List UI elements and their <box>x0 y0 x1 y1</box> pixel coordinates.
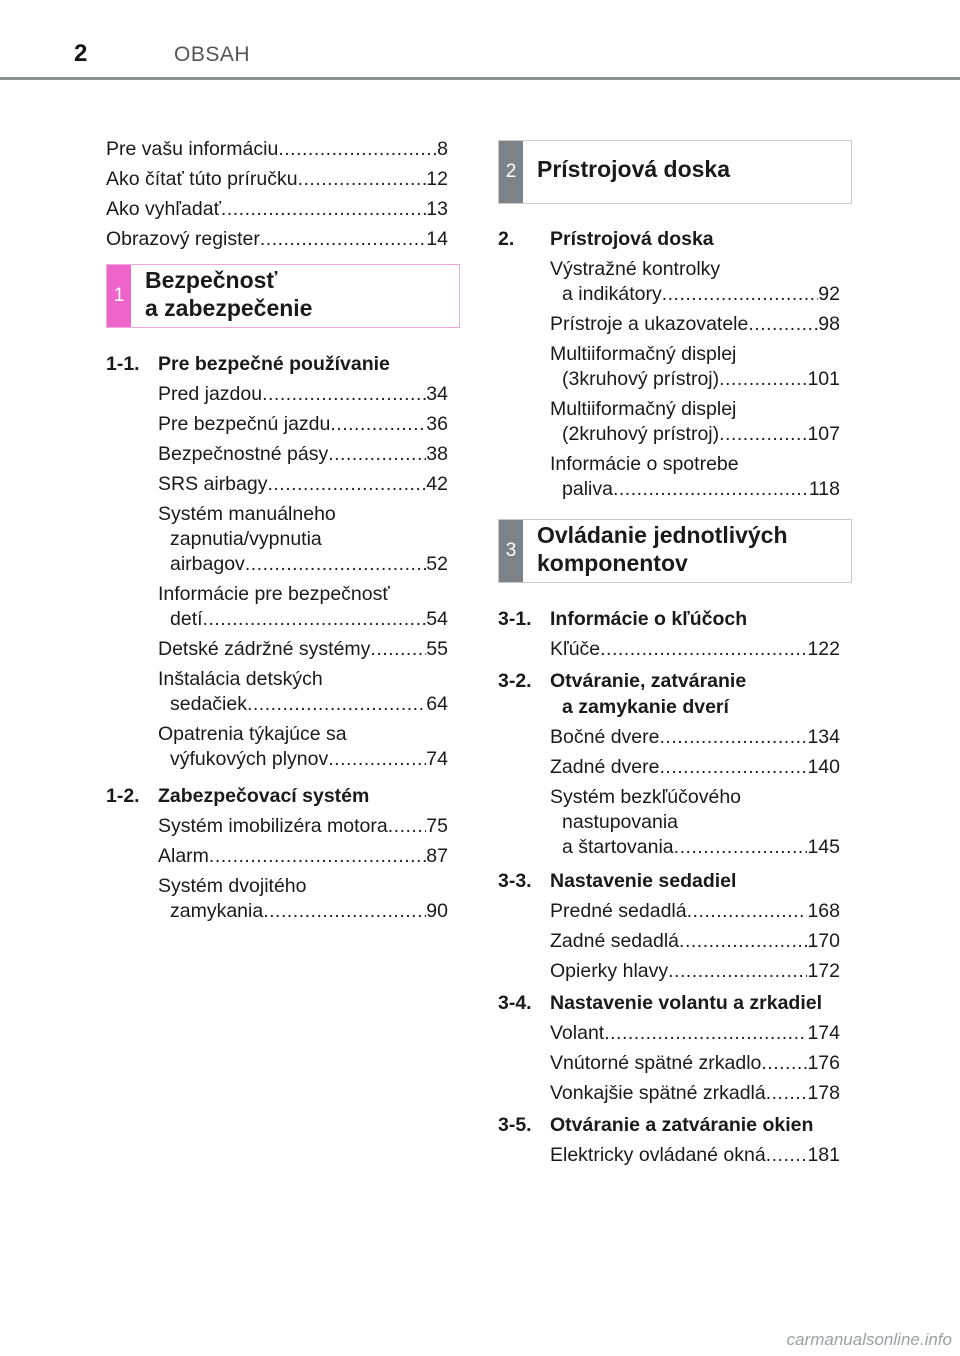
section-number: 2. <box>498 228 515 250</box>
toc-entry <box>170 552 448 576</box>
leader-dots <box>247 692 426 716</box>
toc-entry <box>550 637 840 661</box>
toc-entry <box>550 1051 840 1075</box>
entry-title: Predné sedadlá <box>550 900 687 922</box>
section-heading <box>498 227 714 251</box>
toc-entry <box>170 607 448 631</box>
section-heading <box>498 991 822 1015</box>
entry-title: Systém manuálneho <box>158 503 336 525</box>
chapter-number-tab: 2 <box>499 141 523 203</box>
toc-entry <box>170 899 448 923</box>
entry-page: 140 <box>807 756 840 778</box>
chapter-box-2 <box>498 140 852 204</box>
entry-title: Prístroje a ukazovatele <box>550 313 749 335</box>
section-title: Prístrojová doska <box>550 228 714 250</box>
entry-title: Bočné dvere <box>550 726 660 748</box>
entry-page: 181 <box>807 1144 840 1166</box>
page-header <box>0 0 960 80</box>
toc-entry <box>158 442 448 466</box>
leader-dots <box>674 835 808 859</box>
section-heading <box>498 869 736 893</box>
section-heading <box>498 669 746 693</box>
entry-title: detí <box>170 608 203 630</box>
entry-title: paliva <box>562 478 613 500</box>
leader-dots <box>209 844 426 868</box>
section-heading <box>498 607 747 631</box>
entry-page: 122 <box>807 638 840 660</box>
leader-dots <box>330 412 426 436</box>
entry-page: 74 <box>426 748 448 770</box>
leader-dots <box>298 167 427 191</box>
entry-page: 118 <box>808 478 840 500</box>
leader-dots <box>761 1051 807 1075</box>
entry-title: SRS airbagy <box>158 473 268 495</box>
entry-title: sedačiek <box>170 693 247 715</box>
leader-dots <box>679 929 807 953</box>
entry-title: Kľúče <box>550 638 601 660</box>
entry-title: Multiiformačný displej <box>550 398 737 420</box>
toc-entry <box>550 929 840 953</box>
entry-title: Obrazový register <box>106 228 260 250</box>
intro-entry <box>106 167 448 191</box>
chapter-title: Bezpečnosť <box>145 267 278 293</box>
entry-title: Systém bezkľúčového <box>550 786 742 808</box>
entry-title: Informácie pre bezpečnosť <box>158 583 390 605</box>
section-number: 1-1. <box>106 353 140 375</box>
section-number: 3-4. <box>498 992 532 1014</box>
section-number: 3-3. <box>498 870 532 892</box>
entry-page: 8 <box>437 138 448 160</box>
chapter-title: komponentov <box>537 550 688 576</box>
section-title: Nastavenie volantu a zrkadiel <box>550 992 823 1014</box>
entry-title: Multiiformačný displej <box>550 343 737 365</box>
entry-title: Pre bezpečnú jazdu <box>158 413 331 435</box>
toc-entry-line <box>158 874 307 898</box>
toc-entry <box>550 725 840 749</box>
entry-title: Inštalácia detských <box>158 668 323 690</box>
header-title: OBSAH <box>174 43 251 66</box>
toc-entry <box>158 472 448 496</box>
entry-page: 54 <box>426 608 448 630</box>
section-number: 1-2. <box>106 785 140 807</box>
entry-page: 52 <box>426 553 448 575</box>
entry-title: Elektricky ovládané okná <box>550 1144 766 1166</box>
leader-dots <box>660 725 808 749</box>
section-number: 3-1. <box>498 608 532 630</box>
entry-page: 98 <box>818 313 840 335</box>
toc-entry <box>158 844 448 868</box>
entry-page: 174 <box>807 1022 840 1044</box>
entry-page: 36 <box>426 413 448 435</box>
entry-page: 12 <box>426 168 448 190</box>
entry-title: Pre vašu informáciu <box>106 138 279 160</box>
leader-dots <box>262 382 426 406</box>
section-number: 3-2. <box>498 670 532 692</box>
entry-title: (2kruhový prístroj) <box>562 423 720 445</box>
leader-dots <box>719 367 807 391</box>
section-title: Informácie o kľúčoch <box>550 608 748 630</box>
toc-entry-line <box>550 257 720 281</box>
intro-entry <box>106 137 448 161</box>
section-heading <box>106 352 390 376</box>
toc-entry <box>170 692 448 716</box>
leader-dots <box>748 312 818 336</box>
entry-page: 42 <box>426 473 448 495</box>
toc-entry <box>562 835 840 859</box>
entry-title: Detské zádržné systémy <box>158 638 371 660</box>
leader-dots <box>660 755 808 779</box>
toc-entry-line <box>550 397 736 421</box>
leader-dots <box>766 1143 808 1167</box>
leader-dots <box>267 472 426 496</box>
entry-page: 14 <box>426 228 448 250</box>
entry-title: Ako čítať túto príručku <box>106 168 298 190</box>
leader-dots <box>260 227 426 251</box>
entry-title: Výstražné kontrolky <box>550 258 721 280</box>
toc-entry <box>170 747 448 771</box>
entry-title: a štartovania <box>562 836 674 858</box>
entry-title: zamykania <box>170 900 264 922</box>
section-number: 3-5. <box>498 1114 532 1136</box>
section-title: Pre bezpečné používanie <box>158 353 390 375</box>
leader-dots <box>221 197 426 221</box>
chapter-title: Prístrojová doska <box>537 156 731 182</box>
watermark: carmanualsonline.info <box>786 1330 952 1349</box>
entry-page: 178 <box>807 1082 840 1104</box>
toc-entry-line <box>170 527 322 551</box>
toc-entry <box>550 1081 840 1105</box>
entry-title: Alarm <box>158 845 209 867</box>
toc-entry <box>550 755 840 779</box>
leader-dots <box>687 899 808 923</box>
toc-entry-line <box>158 722 347 746</box>
toc-entry-line <box>550 785 741 809</box>
leader-dots <box>370 637 426 661</box>
section-heading <box>498 1113 813 1137</box>
chapter-box-3 <box>498 519 852 583</box>
toc-entry <box>158 814 448 838</box>
toc-entry <box>550 899 840 923</box>
toc-entry <box>550 1021 840 1045</box>
entry-title: Ako vyhľadať <box>106 198 221 220</box>
entry-title: Zadné dvere <box>550 756 660 778</box>
entry-title: nastupovania <box>562 811 679 833</box>
entry-page: 101 <box>807 368 840 390</box>
entry-page: 87 <box>426 845 448 867</box>
leader-dots <box>600 637 807 661</box>
entry-title: (3kruhový prístroj) <box>562 368 720 390</box>
leader-dots <box>278 137 437 161</box>
entry-page: 172 <box>807 960 840 982</box>
leader-dots <box>263 899 426 923</box>
intro-entry <box>106 197 448 221</box>
entry-page: 38 <box>426 443 448 465</box>
leader-dots <box>245 552 426 576</box>
chapter-number-tab: 1 <box>107 265 131 327</box>
chapter-title: a zabezpečenie <box>145 295 313 321</box>
page-number: 2 <box>74 40 88 67</box>
section-title: Nastavenie sedadiel <box>550 870 737 892</box>
toc-entry <box>550 1143 840 1167</box>
entry-title: Systém imobilizéra motora <box>158 815 388 837</box>
chapter-box-1 <box>106 264 460 328</box>
section-title: Otváranie, zatváranie <box>550 670 747 692</box>
toc-entry-line <box>158 502 336 526</box>
entry-page: 170 <box>807 930 840 952</box>
entry-page: 34 <box>426 383 448 405</box>
section-title: a zamykanie dverí <box>562 696 729 718</box>
toc-entry <box>562 367 840 391</box>
entry-title: Vonkajšie spätné zrkadlá <box>550 1082 766 1104</box>
entry-page: 64 <box>426 693 448 715</box>
section-title: Zabezpečovací systém <box>158 785 370 807</box>
entry-page: 176 <box>807 1052 840 1074</box>
toc-entry-line <box>550 452 739 476</box>
leader-dots <box>203 607 427 631</box>
entry-title: Bezpečnostné pásy <box>158 443 329 465</box>
entry-page: 75 <box>426 815 448 837</box>
entry-title: Zadné sedadlá <box>550 930 680 952</box>
toc-entry-line <box>158 667 323 691</box>
toc-entry <box>158 637 448 661</box>
leader-dots <box>766 1081 808 1105</box>
toc-entry <box>158 412 448 436</box>
toc-entry-line <box>562 810 678 834</box>
header-divider <box>0 77 960 80</box>
chapter-title: Ovládanie jednotlivých <box>537 522 788 548</box>
entry-title: Informácie o spotrebe <box>550 453 739 475</box>
leader-dots <box>613 477 809 501</box>
toc-entry <box>550 312 840 336</box>
toc-entry-line <box>550 342 736 366</box>
entry-title: výfukových plynov <box>170 748 329 770</box>
toc-entry <box>562 477 840 501</box>
leader-dots <box>604 1021 807 1045</box>
intro-entry <box>106 227 448 251</box>
entry-title: Opatrenia týkajúce sa <box>158 723 347 745</box>
toc-entry <box>562 282 840 306</box>
entry-title: zapnutia/vypnutia <box>170 528 322 550</box>
entry-page: 90 <box>426 900 448 922</box>
entry-title: Volant <box>550 1022 605 1044</box>
leader-dots <box>662 282 819 306</box>
entry-page: 92 <box>818 283 840 305</box>
toc-entry-line <box>158 582 390 606</box>
toc-entry <box>550 959 840 983</box>
section-title: Otváranie a zatváranie okien <box>550 1114 814 1136</box>
leader-dots <box>388 814 427 838</box>
entry-page: 13 <box>426 198 448 220</box>
leader-dots <box>328 747 426 771</box>
entry-page: 107 <box>807 423 840 445</box>
section-heading <box>498 695 729 719</box>
entry-title: Systém dvojitého <box>158 875 307 897</box>
leader-dots <box>328 442 426 466</box>
entry-title: airbagov <box>170 553 245 575</box>
entry-page: 55 <box>426 638 448 660</box>
entry-title: Pred jazdou <box>158 383 263 405</box>
leader-dots <box>719 422 807 446</box>
leader-dots <box>668 959 807 983</box>
entry-page: 134 <box>807 726 840 748</box>
chapter-number-tab: 3 <box>499 520 523 582</box>
entry-page: 168 <box>807 900 840 922</box>
entry-title: Vnútorné spätné zrkadlo <box>550 1052 762 1074</box>
section-heading <box>106 784 369 808</box>
toc-entry <box>158 382 448 406</box>
toc-entry <box>562 422 840 446</box>
entry-page: 145 <box>807 836 840 858</box>
entry-title: Opierky hlavy <box>550 960 669 982</box>
entry-title: a indikátory <box>562 283 662 305</box>
